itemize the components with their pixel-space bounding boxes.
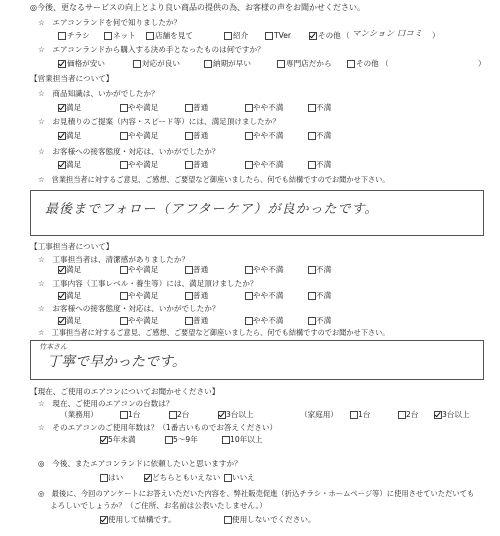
scale-checkbox[interactable] [58,132,66,140]
scale-label: 普通 [193,160,209,169]
q1-option-label: TVer [274,31,292,40]
scale-checkbox[interactable] [245,132,253,140]
q1-other-paren-close: ） [432,31,440,40]
age-label: 10年以上 [230,435,263,444]
work-comment-box[interactable] [30,340,484,380]
section-work: 【工事担当者について】 [30,242,114,251]
scale-checkbox[interactable] [185,292,193,300]
scale-checkbox[interactable] [245,104,253,112]
age-label: 5年未満 [108,435,136,444]
last-label: 使用しないでください。 [232,515,316,524]
q1-option-label: ネット [113,31,136,40]
business-checkbox-1[interactable] [169,411,177,419]
work-comment-prefix: 竹本さん [39,343,67,351]
scale-label: 不満 [316,316,332,325]
work-comment-text: 丁寧で早かったです。 [47,354,186,370]
business-label: （業務用） [60,410,98,419]
scale-label: やや満足 [128,291,159,300]
future-label: どちらともいえない [152,473,221,482]
scale-label: やや満足 [128,316,159,325]
q2-checkbox-0[interactable] [58,60,66,68]
work-q4: ☆ 工事担当者に対するご意見、ご感想、ご要望など御座いましたら、何でも結構ですのでお聞かせ下さい。 [38,328,390,337]
unit-label: 3台以上 [442,410,470,419]
header: ◎今後、更なるサービスの向上とより良い商品の提供の為、お客様の声をお聞かせください。 [30,3,365,12]
question-how-know: ☆ エアコンランドを何で知りましたか？ [38,18,182,27]
scale-label: 満足 [66,103,82,112]
last-checkbox-0[interactable] [100,516,108,524]
age-checkbox-1[interactable] [165,436,173,444]
scale-checkbox[interactable] [58,161,66,169]
scale-label: 満足 [66,316,82,325]
sales-q4: ☆ 営業担当者に対するご意見、ご感想、ご要望など御座いましたら、何でも結構ですのでお聞かせ下さい。 [38,175,390,184]
q1-checkbox-4[interactable] [265,32,273,40]
q2-checkbox-4[interactable] [347,60,355,68]
home-checkbox-2[interactable] [434,411,442,419]
scale-label: やや満足 [128,160,159,169]
future-checkbox-2[interactable] [224,474,232,482]
work-q1: ☆ 工事担当者は、清潔感がありましたか？ [38,255,190,264]
q1-other-paren-open: （ [342,31,350,40]
q1-other-answer: マンション 口コミ [352,29,423,39]
scale-label: やや不満 [253,103,284,112]
scale-checkbox[interactable] [308,266,316,274]
q1-checkbox-2[interactable] [146,32,154,40]
age-label: 5～9年 [173,435,198,444]
future-checkbox-1[interactable] [144,474,152,482]
home-label: （家庭用） [300,410,338,419]
home-checkbox-1[interactable] [398,411,406,419]
sales-q1: ☆ 商品知識は、いかがでしたか？ [38,89,159,98]
scale-checkbox[interactable] [308,161,316,169]
sales-q3: ☆ お客様への接客態度・対応は、いかがでしたか？ [38,147,220,156]
scale-checkbox[interactable] [120,132,128,140]
scale-checkbox[interactable] [120,266,128,274]
scale-checkbox[interactable] [245,317,253,325]
q1-option-label: 店舗を見て [155,31,193,40]
future-label: はい [108,473,124,482]
q2-checkbox-2[interactable] [204,60,212,68]
scale-label: 不満 [316,131,332,140]
q1-option-label: その他 [318,31,341,40]
scale-label: 不満 [316,103,332,112]
q2-option-label: 対応が良い [142,59,180,68]
scale-checkbox[interactable] [58,317,66,325]
q2-option-label: その他 [356,59,379,68]
last-label: 使用して結構です。 [108,515,176,524]
home-checkbox-0[interactable] [350,411,358,419]
scale-label: 不満 [316,160,332,169]
scale-label: やや満足 [128,265,159,274]
scale-label: やや満足 [128,103,159,112]
unit-label: 2台 [177,410,190,419]
sales-comment-text: 最後までフォロー（アフターケア）が良かったです。 [45,202,379,217]
q2-option-label: 納期が早い [213,59,251,68]
scale-checkbox[interactable] [308,317,316,325]
scale-checkbox[interactable] [185,266,193,274]
q1-option-label: チラシ [67,31,90,40]
scale-label: 不満 [316,265,332,274]
scale-label: 普通 [193,103,209,112]
scale-checkbox[interactable] [120,161,128,169]
age-checkbox-0[interactable] [100,436,108,444]
scale-label: 普通 [193,131,209,140]
scale-checkbox[interactable] [58,104,66,112]
scale-checkbox[interactable] [58,266,66,274]
scale-checkbox[interactable] [185,161,193,169]
business-checkbox-2[interactable] [218,411,226,419]
q2-other-paren-close: ） [478,59,486,68]
scale-checkbox[interactable] [245,266,253,274]
question-deciding-factor: ☆ エアコンランドから購入する決め手となったものは何ですか？ [38,45,265,54]
q1-checkbox-0[interactable] [58,32,66,40]
scale-checkbox[interactable] [308,104,316,112]
scale-label: やや不満 [253,291,284,300]
scale-checkbox[interactable] [58,292,66,300]
last-q: ◎ 最後に、今回のアンケートにお答えいただいた内容を、弊社販売促進（折込チラシ・ホームページ等）に使用させていただいても [38,489,475,498]
q1-option-label: 紹介 [233,31,249,40]
scale-label: やや不満 [253,316,284,325]
q2-option-label: 専門店だから [286,59,332,68]
future-checkbox-0[interactable] [100,474,108,482]
business-checkbox-0[interactable] [120,411,128,419]
scale-checkbox[interactable] [308,132,316,140]
scale-checkbox[interactable] [185,104,193,112]
age-checkbox-2[interactable] [222,436,230,444]
scale-checkbox[interactable] [120,292,128,300]
scale-label: やや不満 [253,265,284,274]
q2-checkbox-1[interactable] [133,60,141,68]
scale-checkbox[interactable] [245,292,253,300]
future-q: ◎ 今後、またエアコンランドに依頼したいと思いますか？ [38,459,242,468]
scale-label: 普通 [193,291,209,300]
scale-label: やや不満 [253,131,284,140]
last-q2: よろしいでしょうか？（ご住所、お名前は公表いたしません。） [50,501,267,510]
work-q2: ☆ 工事内容（工事レベル・養生等）には、満足頂けましたか？ [38,279,258,288]
last-checkbox-1[interactable] [224,516,232,524]
scale-checkbox[interactable] [245,161,253,169]
q2-option-label: 価格が安い [67,59,105,68]
unit-label: 3台以上 [226,410,254,419]
section-current: 【現在、ご使用のエアコンについてお聞かせください】 [30,387,220,396]
current-q2: ☆ そのエアコンのご使用年数は？（1番古いものでお答えください） [38,423,278,432]
scale-label: 満足 [66,291,82,300]
q1-checkbox-1[interactable] [104,32,112,40]
unit-label: 1台 [128,410,141,419]
section-sales: 【営業担当者について】 [30,74,114,83]
sales-comment-box[interactable] [30,190,484,236]
scale-label: 満足 [66,160,82,169]
scale-label: 満足 [66,265,82,274]
sales-q2: ☆ お見積りのご提案（内容・スピード等）には、満足頂けましたか？ [38,117,280,126]
scale-checkbox[interactable] [120,317,128,325]
scale-label: やや不満 [253,160,284,169]
scale-label: やや満足 [128,131,159,140]
unit-label: 2台 [406,410,419,419]
scale-label: 普通 [193,265,209,274]
scale-checkbox[interactable] [185,317,193,325]
work-q3: ☆ お客様への接客態度・対応は、いかがでしたか？ [38,304,220,313]
q1-checkbox-5[interactable] [309,32,317,40]
q1-checkbox-3[interactable] [224,32,232,40]
scale-checkbox[interactable] [120,104,128,112]
scale-label: 普通 [193,316,209,325]
future-label: いいえ [232,473,255,482]
scale-checkbox[interactable] [185,132,193,140]
q2-checkbox-3[interactable] [277,60,285,68]
scale-checkbox[interactable] [308,292,316,300]
unit-label: 1台 [358,410,371,419]
current-q1: ☆ 現在、ご使用のエアコンの台数は？ [38,399,174,408]
scale-label: 満足 [66,131,82,140]
q2-other-paren-open: （ [381,59,389,68]
scale-label: 不満 [316,291,332,300]
